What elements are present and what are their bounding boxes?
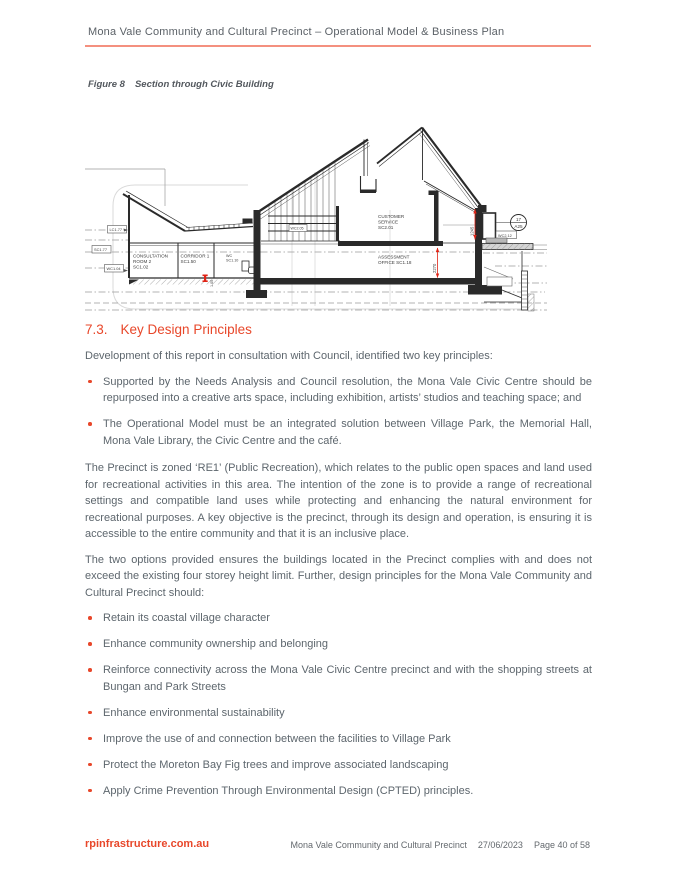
detail-bubble-number: 17 <box>515 216 522 222</box>
section-drawing <box>85 106 565 318</box>
bullet-icon <box>88 642 92 646</box>
design-principles-list <box>85 610 592 799</box>
red-dim-parapet: 1245 <box>469 226 475 236</box>
tag-sc: SC1.77 <box>94 247 107 253</box>
svg-text:SERVICE: SERVICE <box>378 219 399 225</box>
svg-text:ROOM 2: ROOM 2 <box>133 259 152 264</box>
civic-building-section-svg <box>85 106 565 318</box>
svg-text:SC1.50: SC1.50 <box>180 259 196 264</box>
zoning-paragraph: The Precinct is zoned ‘RE1’ (Public Recreation), which relates to the public open spaces and land used for recreational activities in this area. The intention of the zone is to provide a range of recreational settings and compatible land uses while protecting and enhancing the natural environment for recreational purposes. A key objective is the precinct, through its design and operation, is ensuring it is accessible to the entire community and that it is an inclusive place. <box>85 462 592 540</box>
red-dim-floor: 2270 <box>432 263 437 273</box>
svg-text:SC1.10: SC1.10 <box>226 258 239 263</box>
list-item: Enhance community ownership and belonging <box>85 636 592 653</box>
figure-label: Figure 8 <box>88 79 125 90</box>
left-wing <box>123 191 257 285</box>
bullet-icon <box>88 763 92 767</box>
bullet-icon <box>88 422 92 426</box>
section-number: 7.3. <box>85 322 108 337</box>
bullet-icon <box>88 380 92 384</box>
list-item: Enhance environmental sustainability <box>85 705 592 722</box>
list-item: Apply Crime Prevention Through Environmental Design (CPTED) principles. <box>85 783 592 800</box>
key-principles-list <box>85 374 592 450</box>
list-item: Supported by the Needs Analysis and Council resolution, the Mona Vale Civic Centre should be repurposed into a creative arts space, including exhibition, artists’ studios and teaching space; and <box>85 374 592 407</box>
footer-page-number: Page 40 of 58 <box>533 840 590 850</box>
reference-tags <box>92 226 128 273</box>
bullet-icon <box>88 668 92 672</box>
room-label-customer: CUSTOMER <box>378 214 405 219</box>
list-item: Improve the use of and connection between the facilities to Village Park <box>85 731 592 748</box>
section-heading <box>85 322 592 337</box>
revision-outline <box>113 185 523 309</box>
detail-bubble-sheet: A25 <box>514 223 523 229</box>
footer-website-link[interactable]: rpinfrastructure.com.au <box>85 838 210 850</box>
footer-date: 27/06/2023 <box>477 840 523 850</box>
room-label-consultation: CONSULTATION <box>133 253 168 259</box>
options-paragraph: The two options provided ensures the buildings located in the Precinct complies with and does not exceed the existing four storey height limit. Further, design principles for the Mona Vale Community and Cultural Precinct should: <box>85 553 592 599</box>
figure-caption <box>88 79 274 90</box>
tag-rail: WC2.05 <box>290 226 304 231</box>
room-label-corridor: CORRIDOR 1 <box>180 253 210 259</box>
red-level-marker-text: 1.05 <box>210 279 214 287</box>
header-rule <box>85 45 591 47</box>
list-item: The Operational Model must be an integrated solution between Village Park, the Memorial Hall, Mona Vale Library, the Civic Centre and the café. <box>85 416 592 449</box>
section-7-3 <box>85 322 592 810</box>
main-hall <box>246 128 502 299</box>
list-item: Retain its coastal village character <box>85 610 592 627</box>
tag-wc: WC1.04 <box>106 266 121 272</box>
svg-text:OFFICE SC1.18: OFFICE SC1.18 <box>378 260 412 265</box>
bullet-icon <box>88 737 92 741</box>
bullet-icon <box>88 616 92 620</box>
footer-document-title: Mona Vale Community and Cultural Precinct <box>290 840 467 850</box>
svg-text:SC1.02: SC1.02 <box>133 264 149 270</box>
intro-paragraph: Development of this report in consultation with Council, identified two key principles: <box>85 350 493 362</box>
bullet-icon <box>88 711 92 715</box>
room-label-assessment: ASSESSMENT <box>378 254 410 260</box>
figure-caption-text: Section through Civic Building <box>134 79 274 90</box>
svg-text:SC2.01: SC2.01 <box>378 225 394 230</box>
section-title: Key Design Principles <box>120 322 252 337</box>
list-item: Reinforce connectivity across the Mona Vale Civic Centre precinct and with the shopping streets at Bungan and Park Streets <box>85 662 592 695</box>
list-item: Protect the Moreton Bay Fig trees and improve associated landscaping <box>85 757 592 774</box>
tag-lc: LC1.77 <box>109 227 123 233</box>
tag-wc212: WC2.12 <box>498 233 512 238</box>
page-header-title: Mona Vale Community and Cultural Precinct – Operational Model & Business Plan <box>88 26 505 38</box>
bullet-icon <box>88 789 92 793</box>
room-label-wc: WC <box>226 254 233 258</box>
footer-meta <box>290 840 590 850</box>
